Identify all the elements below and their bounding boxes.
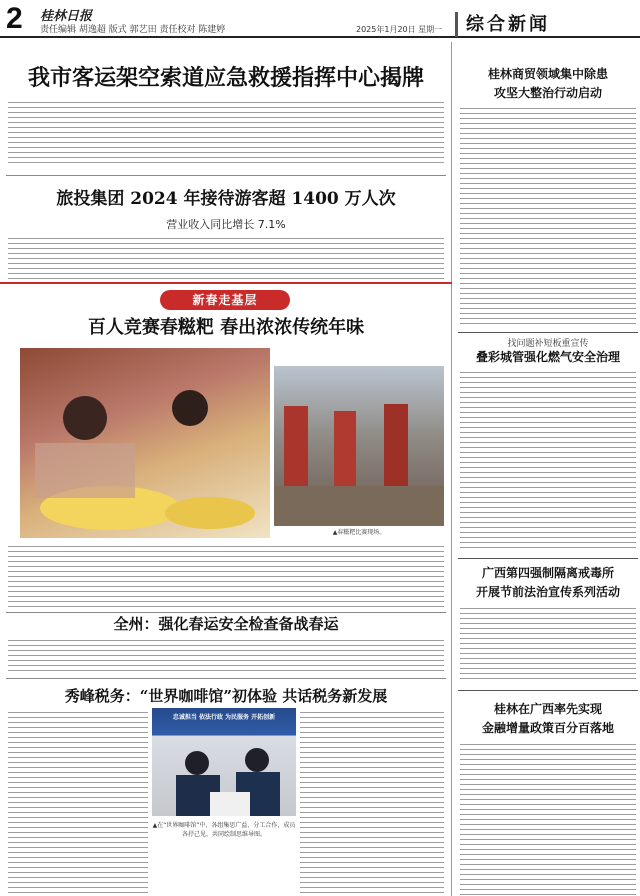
masthead	[0, 0, 640, 38]
story3-headline: 全州：强化春运安全检查备战春运	[113, 615, 339, 633]
story1-body	[8, 102, 444, 166]
story3-body	[8, 640, 444, 674]
divider	[6, 678, 446, 679]
divider	[458, 332, 638, 333]
side-story2-headline: 叠彩城管强化燃气安全治理	[475, 350, 620, 364]
side-story2-kicker: 找问题补短板重宣传	[507, 339, 589, 349]
story2-body	[8, 238, 444, 282]
feature-photo-caption: ▲春糍粑比赛现场。	[332, 529, 386, 536]
side-story1-headline-line2: 攻坚大整治行动启动	[493, 86, 602, 100]
story4-photo-caption: ▲在“世界咖啡馆”中，各组集思广益、分工合作，成员各抒己见，共同绘制思维导图。	[152, 822, 296, 838]
story4-photo	[152, 708, 296, 816]
side-story3-body	[460, 608, 636, 682]
divider	[458, 558, 638, 559]
divider	[458, 690, 638, 691]
feature-body	[8, 546, 444, 608]
side-story3-headline-line1: 广西第四强制隔离戒毒所	[481, 566, 614, 580]
feature-photo-right-art	[274, 366, 444, 526]
story4-headline: 秀峰税务：“世界咖啡馆”初体验 共话税务新发展	[64, 687, 388, 705]
feature-banner-text: 新春走基层	[192, 293, 258, 307]
feature-photo-left-art	[20, 348, 270, 538]
side-story1-body	[460, 108, 636, 326]
story1-headline: 我市客运架空索道应急救援指挥中心揭牌	[27, 65, 424, 91]
side-story4-headline-line2: 金融增量政策百分百落地	[481, 721, 614, 735]
side-story4-headline-line1: 桂林在广西率先实现	[493, 702, 602, 716]
story4-body-right	[300, 712, 444, 896]
page-number: 2	[6, 2, 23, 35]
story4-body-left	[8, 712, 148, 896]
feature-banner	[160, 290, 290, 310]
story4-photo-banner: 忠诚担当 依法行政 为民服务 开拓创新	[172, 714, 276, 721]
story2-headline: 旅投集团 2024 年接待游客超 1400 万人次	[56, 189, 396, 209]
section-title: 综合新闻	[466, 14, 550, 35]
main-column	[0, 42, 452, 896]
newspaper-logo: 桂林日报	[40, 8, 93, 23]
publication-date: 2025年1月20日 星期一	[356, 25, 443, 34]
editor-credits: 责任编辑 胡逸超 版式 郭艺田 责任校对 陈建婷	[40, 25, 226, 35]
story4-photo-art	[152, 708, 296, 816]
story2-subhead: 营业收入同比增长 7.1%	[166, 218, 286, 231]
side-story1-headline-line1: 桂林商贸领域集中除患	[487, 67, 608, 81]
feature-photo-right	[274, 366, 444, 526]
feature-headline: 百人竞赛春糍粑 春出浓浓传统年味	[87, 317, 365, 338]
divider	[6, 175, 446, 176]
side-story3-headline-line2: 开展节前法治宣传系列活动	[475, 585, 620, 599]
section-header	[455, 12, 633, 37]
feature-photo-left	[20, 348, 270, 538]
divider	[6, 612, 446, 613]
side-column	[456, 42, 640, 896]
side-story2-body	[460, 372, 636, 552]
side-story4-body	[460, 744, 636, 896]
